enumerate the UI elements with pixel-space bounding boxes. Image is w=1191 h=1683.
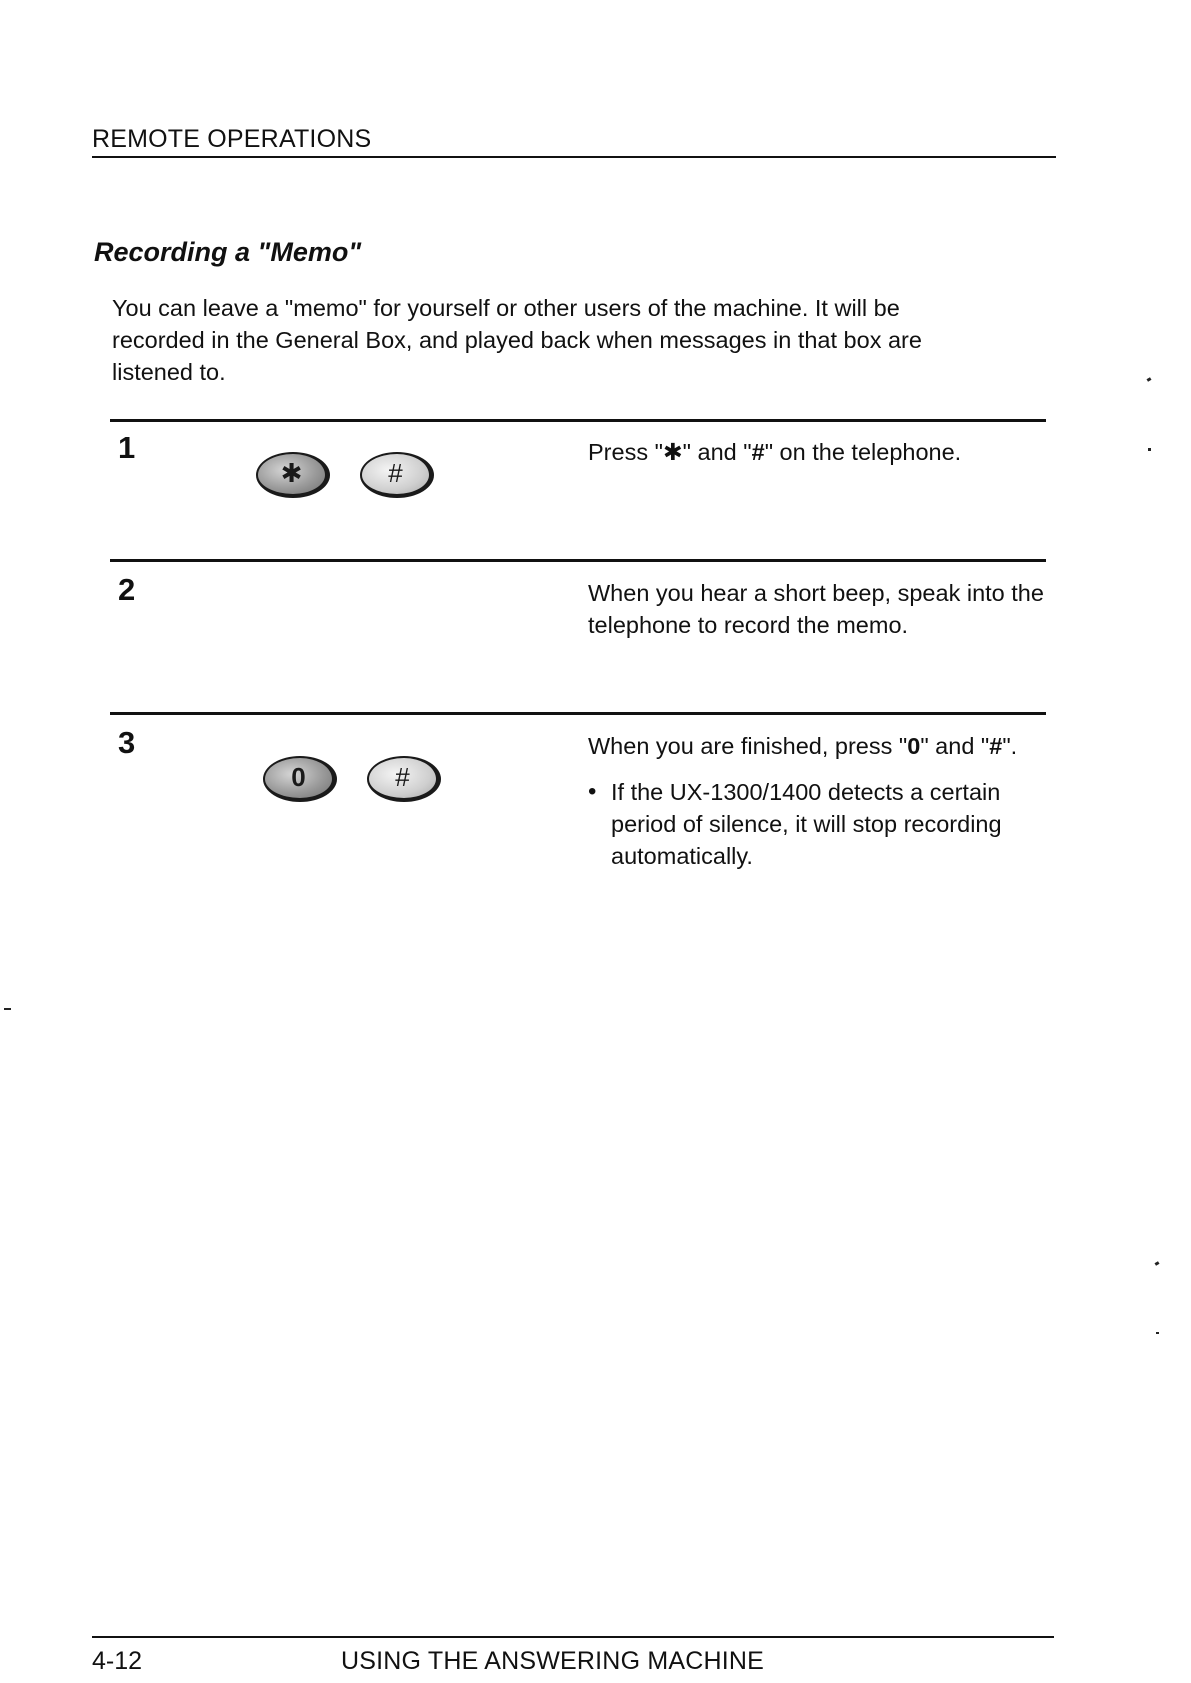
step-3-notes <box>588 776 1058 872</box>
page-number: 4-12 <box>92 1647 143 1675</box>
step-1-divider <box>110 419 1046 422</box>
step-2-number: 2 <box>118 572 136 607</box>
scan-speck <box>1155 1261 1160 1266</box>
scan-speck <box>1156 1332 1159 1334</box>
intro-paragraph: You can leave a "memo" for yourself or other users of the machine. It will be recorded in the General Box, and played back when messages in that box are listened to. <box>112 295 922 385</box>
running-header: REMOTE OPERATIONS <box>92 124 1056 158</box>
step-1-instruction: Press "✱" and "#" on the telephone. <box>588 439 962 465</box>
pound-key-icon <box>360 452 434 498</box>
chapter-title: USING THE ANSWERING MACHINE <box>341 1647 765 1675</box>
scan-speck <box>4 1008 11 1010</box>
pound-key-label: # <box>395 762 410 792</box>
step-2-instruction: When you hear a short beep, speak into the telephone to record the memo. <box>588 580 1044 638</box>
step-3-number: 3 <box>118 725 136 760</box>
step-1-keys <box>256 452 446 502</box>
step-1-number: 1 <box>118 430 136 465</box>
step-3-instruction <box>588 730 1058 872</box>
zero-key-label: 0 <box>291 762 306 792</box>
footer-divider <box>92 1636 1054 1638</box>
scan-speck <box>1147 377 1152 382</box>
pound-key-label: # <box>388 458 403 488</box>
star-key-label: ✱ <box>280 458 303 488</box>
scan-speck <box>1148 448 1151 451</box>
step-3-divider <box>110 712 1046 715</box>
step-3-note: • If the UX-1300/1400 detects a certain period of silence, it will stop recording automatically. <box>588 776 1058 872</box>
pound-key-icon <box>367 756 441 802</box>
zero-key-icon <box>263 756 337 802</box>
step-3-keys <box>263 756 453 806</box>
step-2-divider <box>110 559 1046 562</box>
section-title: Recording a "Memo" <box>94 237 362 267</box>
star-key-icon <box>256 452 330 498</box>
step-3-main-text: When you are finished, press "0" and "#". <box>588 733 1018 759</box>
